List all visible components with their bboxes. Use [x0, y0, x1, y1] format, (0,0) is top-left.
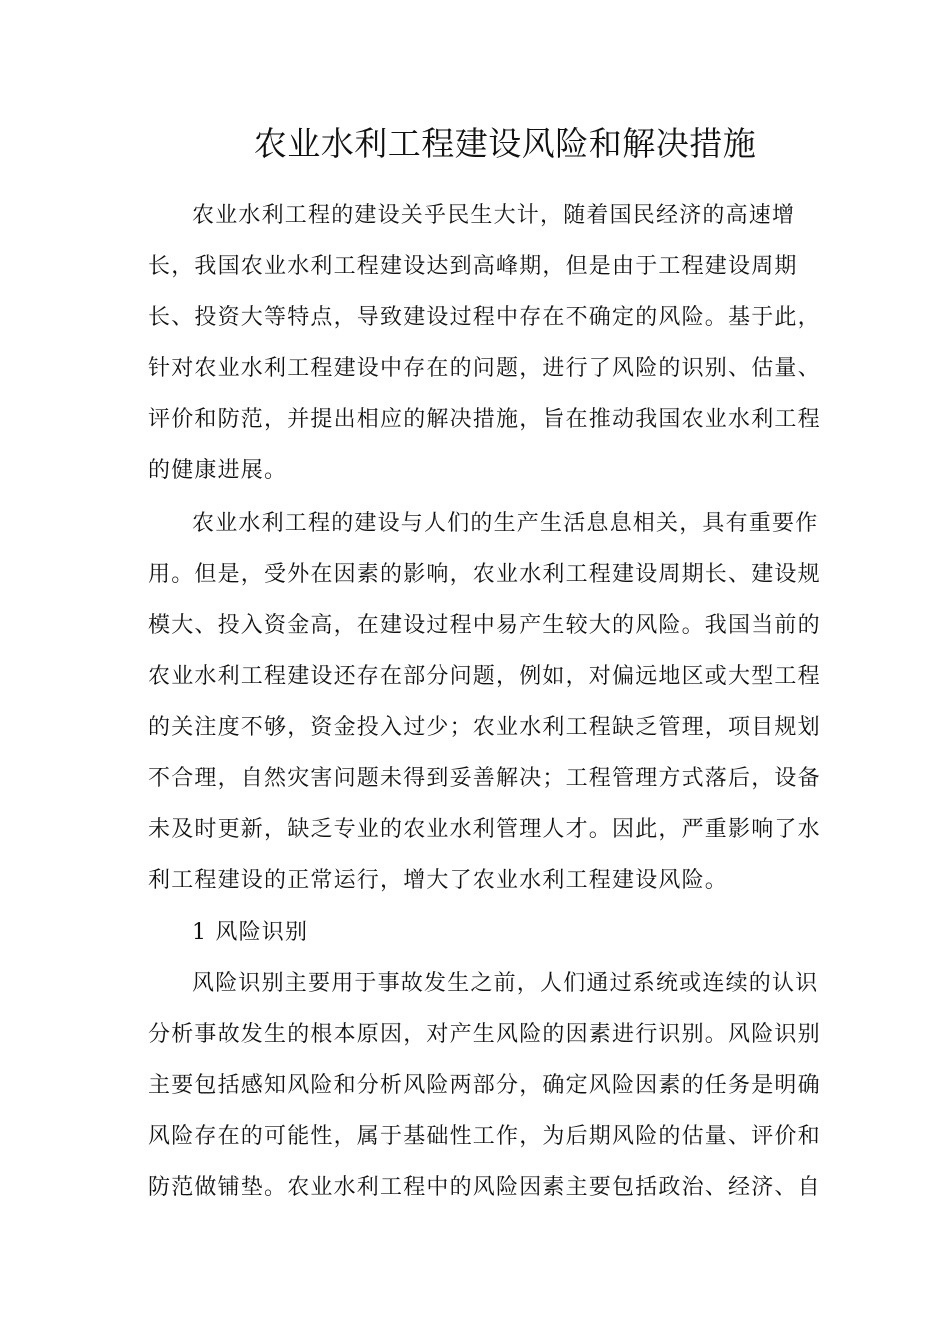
paragraph-3-line-3: 主要包括感知风险和分析风险两部分，确定风险因素的任务是明确 [148, 1073, 821, 1098]
section-heading-1: 1 风险识别 [192, 920, 309, 945]
paragraph-3-line-1: 风险识别主要用于事故发生之前，人们通过系统或连续的认识 [192, 971, 819, 996]
paragraph-2-line-8: 利工程建设的正常运行，增大了农业水利工程建设风险。 [148, 868, 729, 893]
paragraph-2-line-6: 不合理，自然灾害问题未得到妥善解决；工程管理方式落后，设备 [148, 766, 821, 791]
paragraph-2-line-5: 的关注度不够，资金投入过少；农业水利工程缺乏管理，项目规划 [148, 715, 821, 740]
paragraph-2-line-3: 模大、投入资金高，在建设过程中易产生较大的风险。我国当前的 [148, 613, 821, 638]
paragraph-3-line-4: 风险存在的可能性，属于基础性工作，为后期风险的估量、评价和 [148, 1124, 821, 1149]
paragraph-1-line-4: 针对农业水利工程建设中存在的问题，进行了风险的识别、估量、 [148, 356, 821, 381]
paragraph-2-line-1: 农业水利工程的建设与人们的生产生活息息相关，具有重要作 [192, 511, 819, 536]
paragraph-3-line-2: 分析事故发生的根本原因，对产生风险的因素进行识别。风险识别 [148, 1022, 821, 1047]
paragraph-3-line-5: 防范做铺垫。农业水利工程中的风险因素主要包括政治、经济、自 [148, 1175, 821, 1200]
paragraph-2-line-7: 未及时更新，缺乏专业的农业水利管理人才。因此，严重影响了水 [148, 817, 821, 842]
document-title: 农业水利工程建设风险和解决措施 [253, 124, 757, 163]
paragraph-1-line-1: 农业水利工程的建设关乎民生大计，随着国民经济的高速增 [192, 203, 796, 228]
paragraph-1-line-3: 长、投资大等特点，导致建设过程中存在不确定的风险。基于此， [148, 305, 821, 330]
paragraph-2-line-4: 农业水利工程建设还存在部分问题，例如，对偏远地区或大型工程 [148, 664, 821, 689]
paragraph-1-line-5: 评价和防范，并提出相应的解决措施，旨在推动我国农业水利工程 [148, 407, 821, 432]
paragraph-1-line-6: 的健康进展。 [148, 458, 288, 483]
paragraph-2-line-2: 用。但是，受外在因素的影响，农业水利工程建设周期长、建设规 [148, 562, 821, 587]
paragraph-1-line-2: 长，我国农业水利工程建设达到高峰期，但是由于工程建设周期 [148, 254, 798, 279]
